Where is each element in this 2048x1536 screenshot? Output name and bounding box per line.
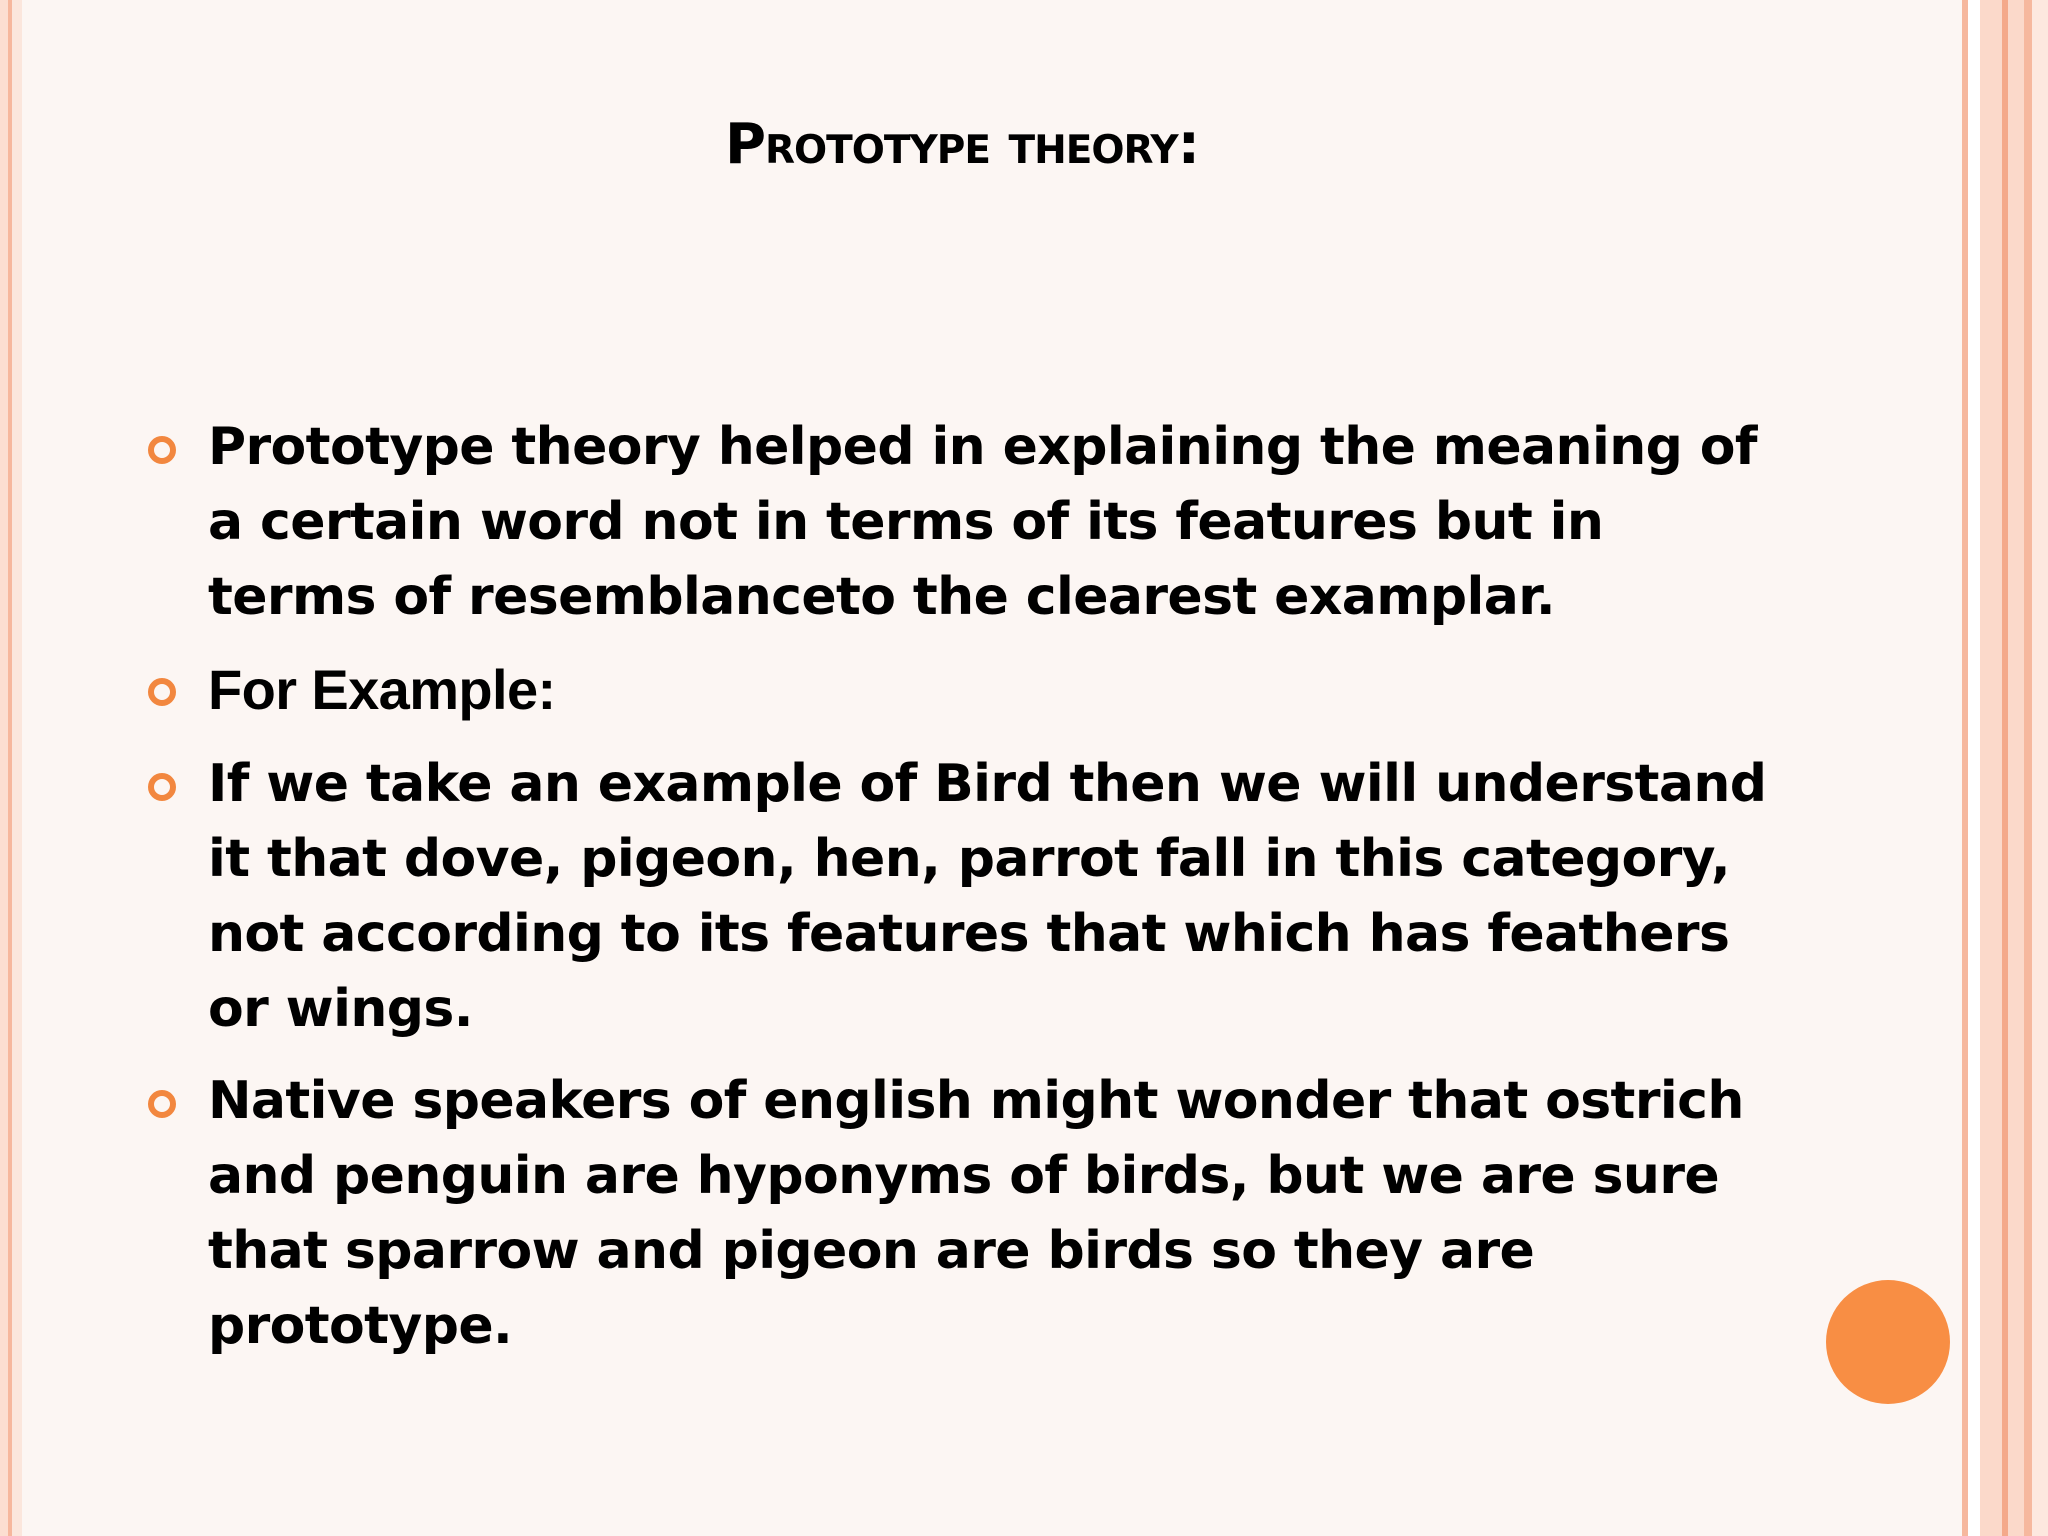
bullet-item-native-speakers	[148, 1064, 1778, 1364]
bullet-ring-icon	[148, 1090, 176, 1118]
left-border-decoration	[0, 0, 22, 1536]
bullet-item-for-example	[148, 652, 1778, 730]
bullet-ring-icon	[148, 678, 176, 706]
orange-circle-decoration	[1826, 1280, 1950, 1404]
bullet-ring-icon	[148, 773, 176, 801]
bullet-list	[148, 410, 1778, 1381]
bullet-item-bird-example	[148, 747, 1778, 1047]
bullet-text: Prototype theory helped in explaining the meaning of a certain word not in terms of its features but in terms of resemblanceto the clearest examplar.	[208, 417, 1757, 627]
bullet-ring-icon	[148, 436, 176, 464]
content-panel	[22, 0, 1962, 1536]
bullet-text: Native speakers of english might wonder that ostrich and penguin are hyponyms of birds, but we are sure that sparrow and pigeon are birds so they are prototype.	[208, 1071, 1744, 1356]
right-border-decoration	[1962, 0, 2048, 1536]
slide-title: Prototype theory:	[724, 112, 1200, 177]
bullet-text: If we take an example of Bird then we will understand it that dove, pigeon, hen, parrot fall in this category, not according to its features that which has feathers or wings.	[208, 754, 1767, 1039]
bullet-text: For Example:	[208, 658, 556, 721]
bullet-item-definition	[148, 410, 1778, 635]
